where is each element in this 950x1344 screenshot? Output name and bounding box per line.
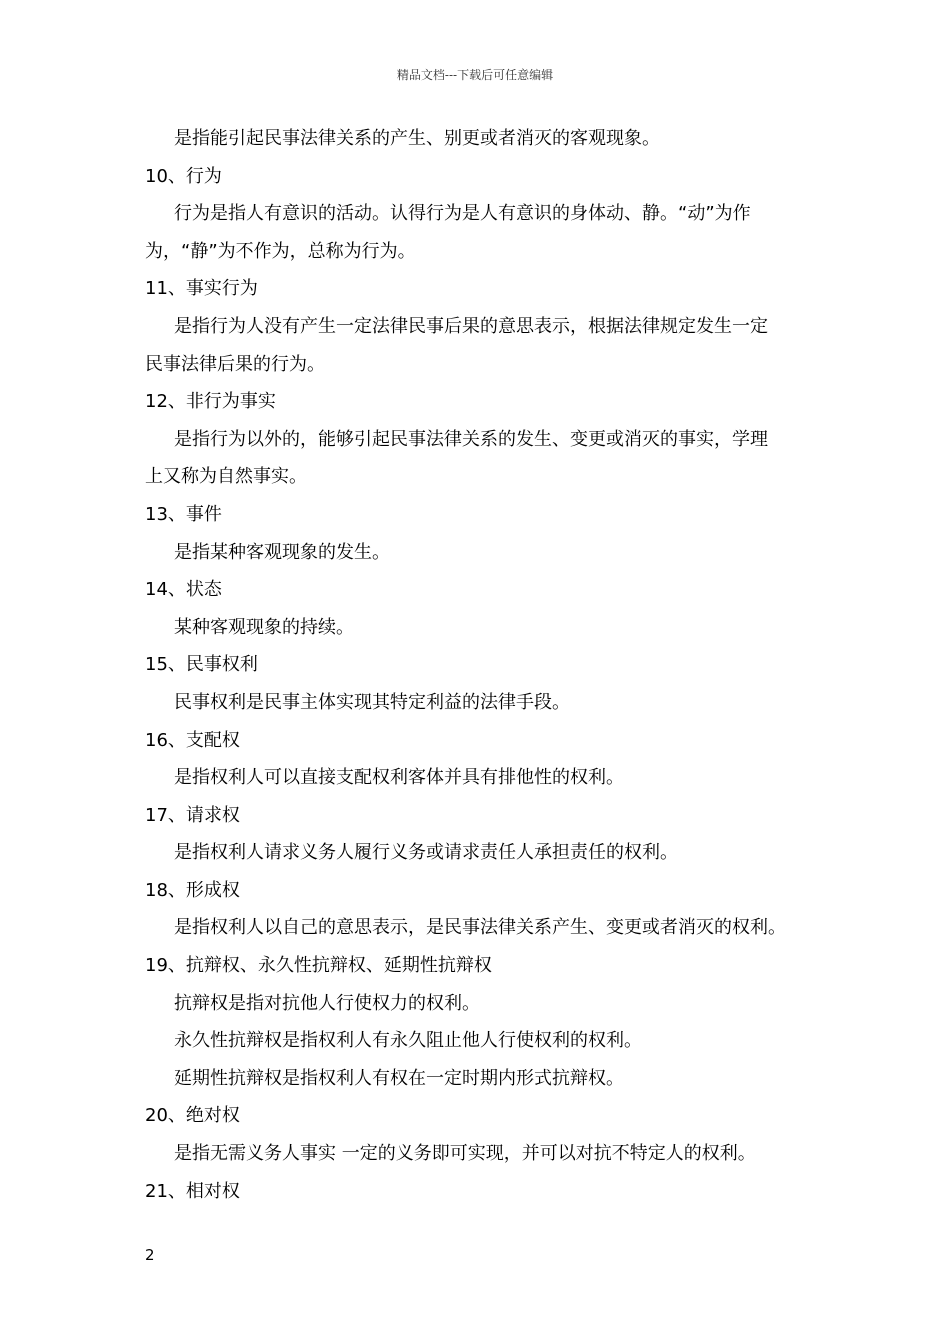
paragraph-line: 延期性抗辩权是指权利人有权在一定时期内形式抗辩权。 (174, 1067, 624, 1089)
paragraph-line: 是指权利人可以直接支配权利客体并具有排他性的权利。 (174, 767, 624, 789)
paragraph-line: 是指行为以外的，能够引起民事法律关系的发生、变更或消灭的事实，学理 (174, 428, 768, 450)
paragraph-line: 是指行为人没有产生一定法律民事后果的意思表示，根据法律规定发生一定 (174, 315, 768, 337)
document-body (145, 120, 845, 1210)
section-heading: 15、民事权利 (145, 654, 258, 676)
paragraph-line: 是指无需义务人事实 一定的义务即可实现，并可以对抗不特定人的权利。 (174, 1143, 756, 1165)
section-heading: 18、形成权 (145, 879, 240, 901)
section-heading: 21、相对权 (145, 1180, 240, 1202)
section-heading: 17、请求权 (145, 804, 240, 826)
paragraph-line: 民事权利是民事主体实现其特定利益的法律手段。 (174, 691, 570, 713)
section-heading: 13、事件 (145, 503, 222, 525)
section-heading: 16、支配权 (145, 729, 240, 751)
paragraph-line: 是指能引起民事法律关系的产生、别更或者消灭的客观现象。 (174, 128, 660, 149)
section-heading: 19、抗辩权、永久性抗辩权、延期性抗辩权 (145, 955, 492, 977)
paragraph-line: 是指权利人以自己的意思表示，是民事法律关系产生、变更或者消灭的权利。 (174, 917, 786, 939)
paragraph-line: 是指某种客观现象的发生。 (174, 541, 390, 563)
section-heading: 为，“静”为不作为，总称为行为。 (145, 240, 416, 262)
paragraph-line: 是指权利人请求义务人履行义务或请求责任人承担责任的权利。 (174, 842, 678, 864)
paragraph-line: 某种客观现象的持续。 (174, 616, 354, 638)
page-number: 2 (145, 1246, 155, 1264)
section-heading: 上又称为自然事实。 (145, 466, 307, 488)
paragraph-line: 永久性抗辩权是指权利人有永久阻止他人行使权利的权利。 (174, 1030, 642, 1052)
page-header: 精品文档---下载后可任意编辑 (396, 68, 554, 82)
section-heading: 20、绝对权 (145, 1105, 240, 1127)
paragraph-line: 抗辩权是指对抗他人行使权力的权利。 (174, 992, 480, 1014)
section-heading: 10、行为 (145, 165, 222, 187)
section-heading: 14、状态 (145, 579, 222, 601)
section-heading: 11、事实行为 (145, 278, 258, 300)
paragraph-line: 行为是指人有意识的活动。认得行为是人有意识的身体动、静。“动”为作 (174, 203, 751, 225)
section-heading: 12、非行为事实 (145, 391, 276, 413)
section-heading: 民事法律后果的行为。 (145, 353, 325, 375)
